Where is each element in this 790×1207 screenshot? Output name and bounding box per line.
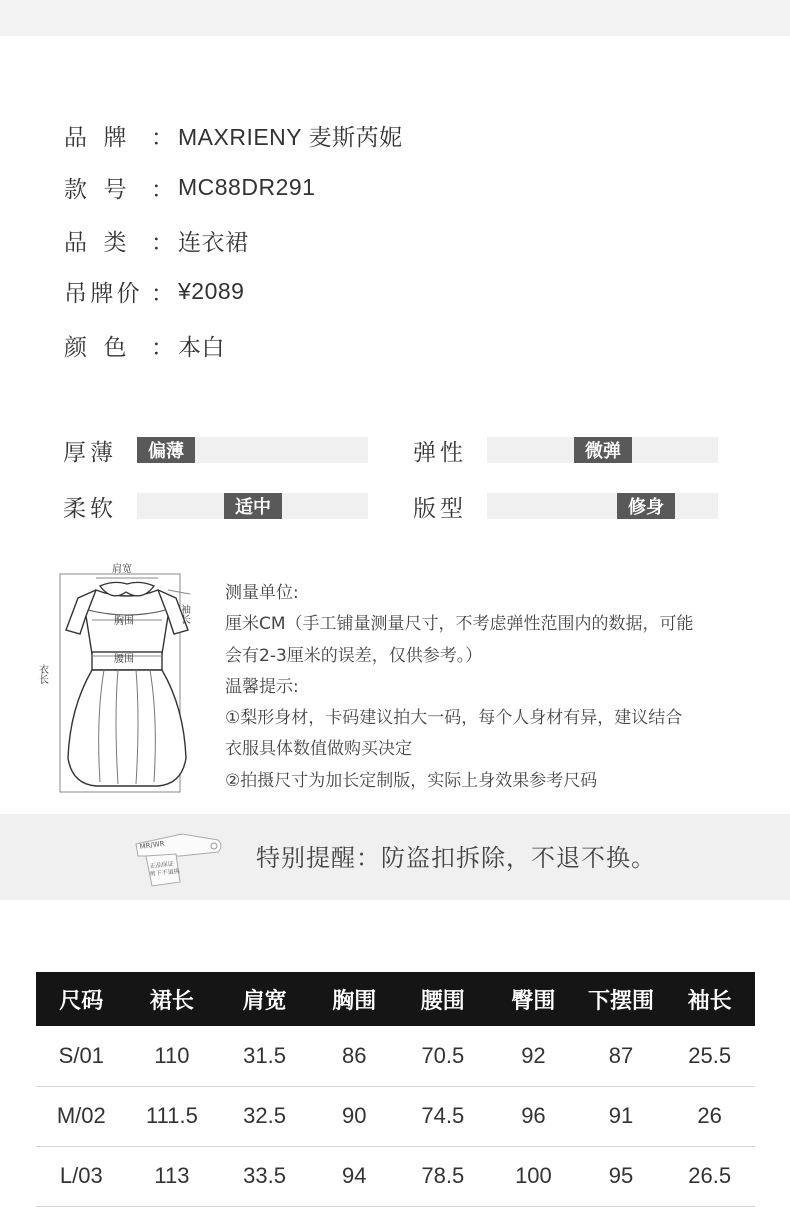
info-key: 品 牌 ： bbox=[64, 124, 174, 151]
table-cell: 31.5 bbox=[217, 1026, 312, 1086]
table-cell: 78.5 bbox=[396, 1146, 489, 1206]
table-cell: 86 bbox=[312, 1026, 397, 1086]
attr-softness bbox=[63, 492, 271, 522]
notice-text: 特别提醒：防盗扣拆除，不退不换。 bbox=[256, 844, 656, 872]
table-cell: 111.5 bbox=[127, 1086, 218, 1146]
category-value: 连衣裙 bbox=[178, 228, 249, 255]
attr-tag: 适中 bbox=[224, 493, 282, 519]
info-key: 品 类 ： bbox=[64, 229, 174, 256]
attr-bar bbox=[137, 493, 368, 519]
info-key: 款 号 ： bbox=[64, 176, 174, 203]
table-cell: 90 bbox=[312, 1086, 397, 1146]
header-cell: 尺码 bbox=[36, 972, 127, 1026]
size-table-header bbox=[36, 972, 755, 1026]
info-row-style bbox=[64, 170, 315, 204]
table-cell: 100 bbox=[489, 1146, 578, 1206]
tag-text: 剪下不退换 bbox=[149, 867, 181, 878]
table-row bbox=[36, 1026, 755, 1086]
info-row-color bbox=[64, 328, 225, 362]
attr-tag: 修身 bbox=[617, 493, 675, 519]
anti-theft-tag-icon bbox=[130, 826, 226, 890]
attr-label: 柔软 bbox=[63, 495, 117, 522]
collar bbox=[100, 582, 154, 595]
attr-label: 弹性 bbox=[413, 439, 467, 466]
table-row bbox=[36, 1146, 755, 1206]
measure-unit-title: 测量单位: bbox=[225, 583, 299, 603]
table-cell: 110 bbox=[127, 1026, 218, 1086]
tip-line: 衣服具体数值做购买决定 bbox=[225, 739, 412, 760]
header-cell: 腰围 bbox=[396, 972, 489, 1026]
tip-line: ②拍摄尺寸为加长定制版，实际上身效果参考尺码 bbox=[225, 770, 598, 791]
attr-elasticity bbox=[413, 436, 621, 466]
attr-bar bbox=[137, 437, 368, 463]
table-cell: 26.5 bbox=[664, 1146, 755, 1206]
shoulder-label: 肩宽 bbox=[112, 564, 132, 575]
table-cell: S/01 bbox=[36, 1026, 127, 1086]
table-row bbox=[36, 1086, 755, 1146]
length-label: 衣长 bbox=[36, 664, 48, 684]
sleeve-line bbox=[168, 590, 190, 594]
table-cell: 26 bbox=[664, 1086, 755, 1146]
waist-label: 腰围 bbox=[114, 654, 134, 665]
info-key: 颜 色 ： bbox=[64, 334, 174, 361]
attr-tag: 偏薄 bbox=[137, 437, 195, 463]
table-cell: 33.5 bbox=[217, 1146, 312, 1206]
table-cell: 113 bbox=[127, 1146, 218, 1206]
table-cell: L/03 bbox=[36, 1146, 127, 1206]
measure-note-line: 会有2-3厘米的误差，仅供参考。） bbox=[225, 645, 483, 666]
attr-thickness bbox=[63, 436, 184, 466]
table-cell: 32.5 bbox=[217, 1086, 312, 1146]
header-cell: 肩宽 bbox=[217, 972, 312, 1026]
style-number-value: MC88DR291 bbox=[178, 173, 316, 200]
table-cell: 96 bbox=[489, 1086, 578, 1146]
price-value: ¥2089 bbox=[178, 277, 245, 304]
info-row-brand bbox=[64, 118, 403, 152]
attr-label: 版型 bbox=[413, 495, 467, 522]
attr-fit bbox=[413, 492, 664, 522]
sleeve-label: 袖长 bbox=[178, 604, 190, 624]
table-cell: 70.5 bbox=[396, 1026, 489, 1086]
table-cell: 92 bbox=[489, 1026, 578, 1086]
attr-bar bbox=[487, 437, 718, 463]
dress-measurement-diagram bbox=[36, 564, 214, 796]
skirt bbox=[68, 670, 186, 786]
header-cell: 下摆围 bbox=[578, 972, 665, 1026]
table-cell: 25.5 bbox=[664, 1026, 755, 1086]
measure-note-line: 厘米CM（手工铺量测量尺寸，不考虑弹性范围内的数据，可能 bbox=[225, 614, 694, 635]
header-cell: 胸围 bbox=[312, 972, 397, 1026]
table-cell: 94 bbox=[312, 1146, 397, 1206]
color-value: 本白 bbox=[178, 333, 225, 360]
tag-text: 正品保证 bbox=[149, 860, 175, 870]
attr-tag: 微弹 bbox=[574, 437, 632, 463]
header-cell: 裙长 bbox=[127, 972, 218, 1026]
tips-title: 温馨提示: bbox=[225, 676, 299, 697]
table-cell: 87 bbox=[578, 1026, 665, 1086]
table-cell: M/02 bbox=[36, 1086, 127, 1146]
size-table bbox=[36, 972, 755, 1207]
attr-bar bbox=[487, 493, 718, 519]
measure-notes bbox=[225, 578, 755, 797]
info-key: 吊 牌 价 ： bbox=[64, 280, 174, 307]
attr-label: 厚薄 bbox=[63, 439, 117, 466]
top-band bbox=[0, 0, 790, 36]
info-row-price bbox=[64, 274, 244, 308]
header-cell: 臀围 bbox=[489, 972, 578, 1026]
table-cell: 91 bbox=[578, 1086, 665, 1146]
tip-line: ①梨形身材，卡码建议拍大一码，每个人身材有异，建议结合 bbox=[225, 708, 683, 729]
header-cell: 袖长 bbox=[664, 972, 755, 1026]
table-cell: 74.5 bbox=[396, 1086, 489, 1146]
info-row-category bbox=[64, 223, 249, 257]
table-cell: 95 bbox=[578, 1146, 665, 1206]
chest-label: 胸围 bbox=[114, 616, 134, 627]
tag-text: MR/WR bbox=[139, 839, 166, 851]
brand-value: MAXRIENY 麦斯芮妮 bbox=[178, 123, 403, 150]
